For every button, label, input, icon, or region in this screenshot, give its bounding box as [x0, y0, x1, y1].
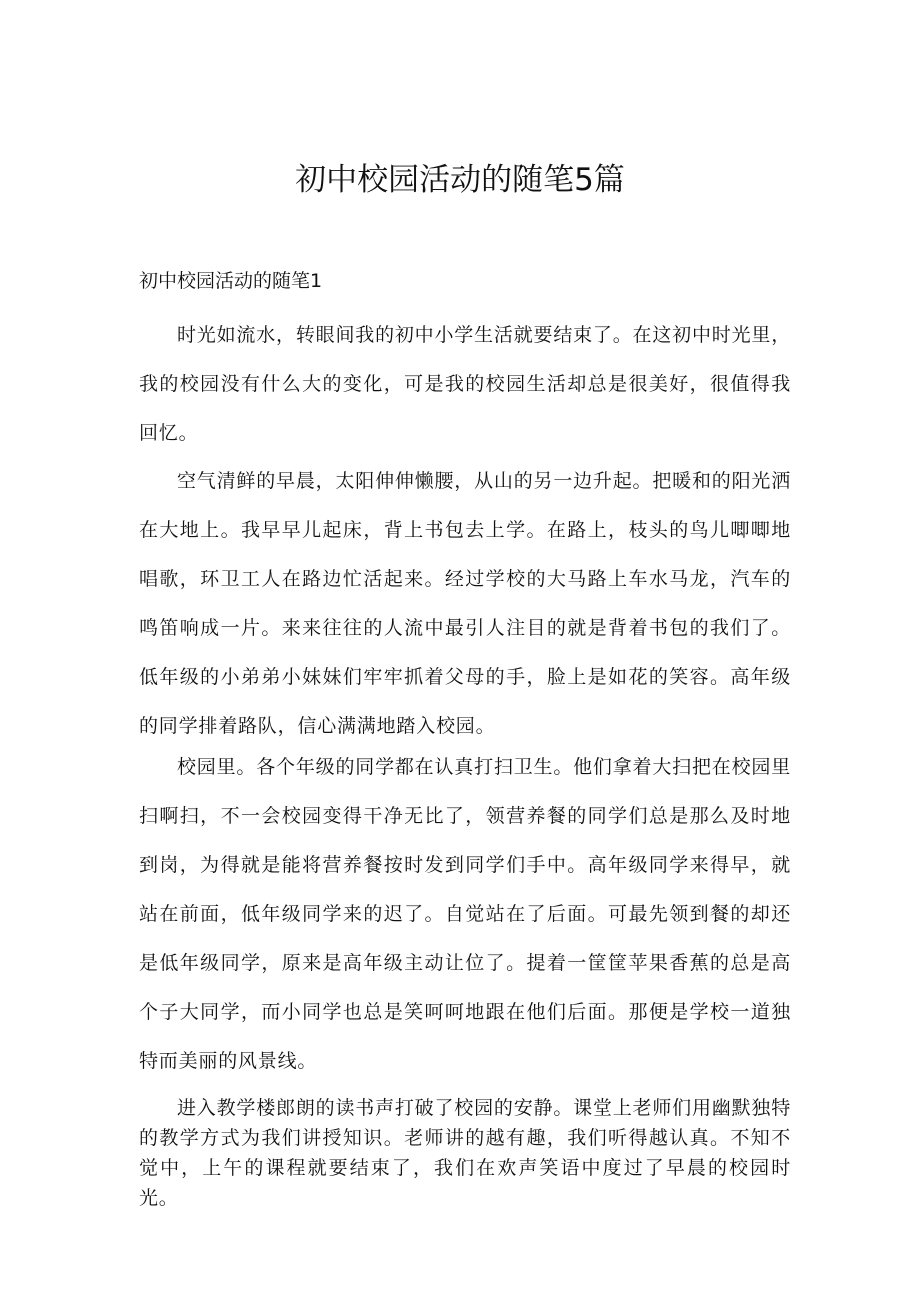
paragraph-4: 进入教学楼郎朗的读书声打破了校园的安静。课堂上老师们用幽默独特的教学方式为我们讲授知识。老师讲的越有趣，我们听得越认真。不知不觉中，上午的课程就要结束了，我们在欢声笑语中度过了早晨的校园时光。	[139, 1097, 791, 1209]
paragraph-2: 空气清鲜的早晨，太阳伸伸懒腰，从山的另一边升起。把暖和的阳光洒在大地上。我早早儿起床，背上书包去上学。在路上，枝头的鸟儿唧唧地唱歌，环卫工人在路边忙活起来。经过学校的大马路上车水马龙，汽车的鸣笛响成一片。来来往往的人流中最引人注目的就是背着书包的我们了。低年级的小弟弟小妹妹们牢牢抓着父母的手，脸上是如花的笑容。高年级的同学排着路队，信心满满地踏入校园。	[139, 470, 791, 737]
document-title: 初中校园活动的随笔5篇	[295, 162, 625, 198]
section-heading: 初中校园活动的随笔1	[139, 270, 323, 292]
paragraph-1: 时光如流水，转眼间我的初中小学生活就要结束了。在这初中时光里，我的校园没有什么大的变化，可是我的校园生活却总是很美好，很值得我回忆。	[139, 324, 791, 444]
paragraph-3: 校园里。各个年级的同学都在认真打扫卫生。他们拿着大扫把在校园里扫啊扫，不一会校园变得干净无比了，领营养餐的同学们总是那么及时地到岗，为得就是能将营养餐按时发到同学们手中。高年级同学来得早，就站在前面，低年级同学来的迟了。自觉站在了后面。可最先领到餐的却还是低年级同学，原来是高年级主动让位了。提着一筐筐苹果香蕉的总是高个子大同学，而小同学也总是笑呵呵地跟在他们后面。那便是学校一道独特而美丽的风景线。	[139, 756, 791, 1072]
